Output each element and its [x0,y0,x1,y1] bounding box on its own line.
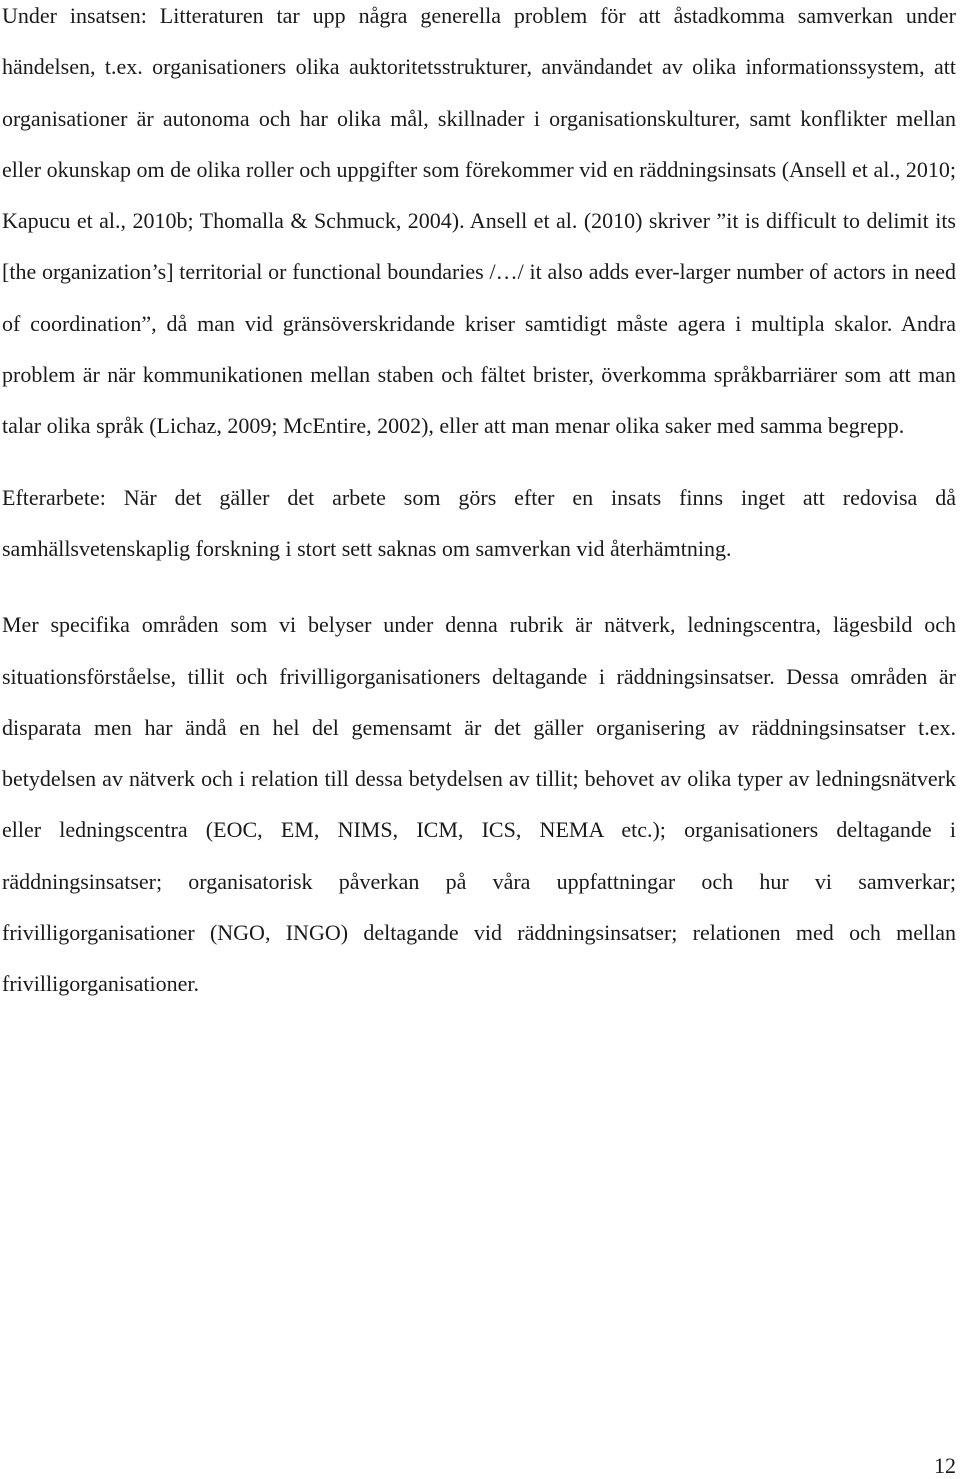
paragraph-under-insatsen: Under insatsen: Litteraturen tar upp några generella problem för att åstadkomma samverkan under händelsen, t.ex. organisationers olika auktoritetsstrukturer, användandet av olika informationssystem, att organisationer är autonoma och har olika mål, skillnader i organisationskulturer, samt konflikter mellan eller okunskap om de olika roller och uppgifter som förekommer vid en räddningsinsats (Ansell et al., 2010; Kapucu et al., 2010b; Thomalla & Schmuck, 2004). Ansell et al. (2010) skriver ”it is difficult to delimit its [the organization’s] territorial or functional boundaries /…/ it also adds ever-larger number of actors in need of coordination”, då man vid gränsöverskridande kriser samtidigt måste agera i multipla skalor. Andra problem är när kommunikationen mellan staben och fältet brister, överkomma språkbarriärer som att man talar olika språk (Lichaz, 2009; McEntire, 2002), eller att man menar olika saker med samma begrepp. [2,3,956,439]
paragraph-efterarbete: Efterarbete: När det gäller det arbete som görs efter en insats finns inget att redovisa då samhällsvetenskaplig forskning i stort sett saknas om samverkan vid återhämtning. [2,484,956,561]
page-number: 12 [934,1453,956,1478]
paragraph-specifika-omraden: Mer specifika områden som vi belyser under denna rubrik är nätverk, ledningscentra, lägesbild och situationsförståelse, tillit och frivilligorganisationers deltagande i räddningsinsatser. Dessa områden är disparata men har ändå en hel del gemensamt är det gäller organisering av räddningsinsatser t.ex. betydelsen av nätverk och i relation till dessa betydelsen av tillit; behovet av olika typer av ledningsnätverk eller ledningscentra (EOC, EM, NIMS, ICM, ICS, NEMA etc.); organisationers deltagande i räddningsinsatser; organisatorisk påverkan på våra uppfattningar och hur vi samverkar; frivilligorganisationer (NGO, INGO) deltagande vid räddningsinsatser; relationen med och mellan frivilligorganisationer. [2,612,956,997]
document-page [2,0,956,1010]
